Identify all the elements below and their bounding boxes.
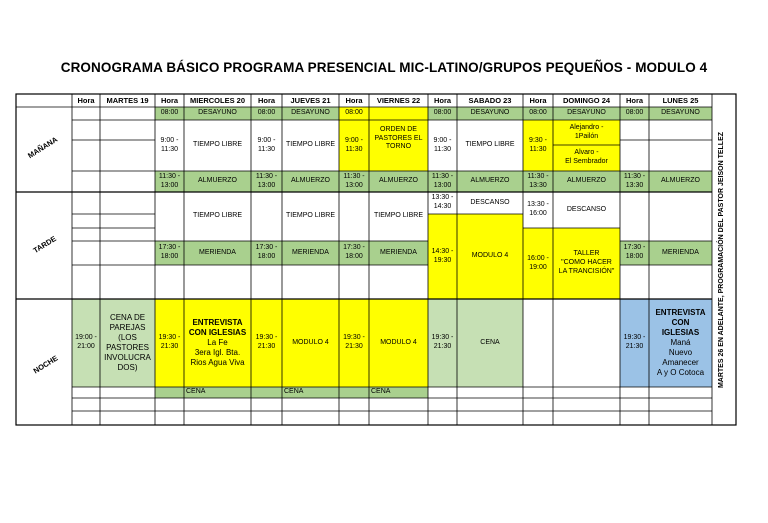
page-title: CRONOGRAMA BÁSICO PROGRAMA PRESENCIAL MIC-LATINO/GRUPOS PEQUEÑOS - MODULO 4 — [60, 60, 708, 75]
activity-cell: DESCANSO — [566, 205, 607, 213]
time-cell: 9:30 - 11:30 — [523, 120, 553, 171]
activity-cell: TIEMPO LIBRE — [285, 141, 335, 149]
taller-cell: TALLER "COMO HACER LA TRANCISIÓN" — [553, 228, 620, 299]
header-hora-2: Hora — [160, 95, 179, 105]
activity-cell: ALMUERZO — [649, 171, 712, 192]
activity-cell: DESAYUNO — [649, 107, 712, 120]
time-cell: 08:00 — [523, 107, 553, 120]
header-viernes: VIERNES 22 — [376, 95, 421, 105]
modulo4-cell: MODULO 4 — [369, 299, 428, 387]
section-label-night: NOCHE — [31, 353, 60, 376]
time-cell: 08:00 — [155, 107, 184, 120]
modulo4-cell: MODULO 4 — [457, 214, 523, 299]
activity-cell: MERIENDA — [184, 241, 251, 265]
entrevista-lunes-detail: Maná Nuevo Amanecer A y O Cotoca — [656, 338, 705, 377]
activity-cell: DESAYUNO — [553, 107, 620, 120]
section-label-afternoon: TARDE — [31, 233, 58, 256]
time-cell: 17:30 - 18:00 — [620, 241, 649, 265]
time-cell: 11:30 - 13:00 — [339, 171, 369, 192]
activity-cell: TIEMPO LIBRE — [192, 212, 242, 220]
time-cell: 11:30 - 13:30 — [523, 171, 553, 192]
header-domingo: DOMINGO 24 — [562, 95, 611, 105]
time-cell: 08:00 — [251, 107, 282, 120]
alejandro-cell: Alejandro - 1Pailón — [553, 120, 620, 145]
activity-cell: ALMUERZO — [282, 171, 339, 192]
time-cell: 11:30 - 13:00 — [428, 171, 457, 192]
time-cell: 08:00 — [620, 107, 649, 120]
cena-strip: CENA — [369, 387, 428, 398]
entrevista-detail: La Fe 3era Igl. Bta. Rios Agua Viva — [190, 338, 245, 367]
header-miercoles: MIERCOLES 20 — [189, 95, 245, 105]
side-note: MARTES 26 EN ADELANTE, PROGRAMACIÓN DEL PASTOR JEISON TELLEZ — [718, 131, 725, 389]
activity-cell: ALMUERZO — [369, 171, 428, 192]
time-cell: 9:00 - 11:30 — [339, 120, 369, 171]
time-cell: 08:00 — [339, 107, 369, 120]
time-cell: 9:00 - 11:30 — [433, 136, 452, 153]
header-sabado: SABADO 23 — [468, 95, 512, 105]
header-hora-1: Hora — [77, 95, 95, 105]
activity-cell: TIEMPO LIBRE — [373, 212, 423, 220]
cena-cell: CENA — [457, 299, 523, 387]
time-cell: 19:30 - 21:30 — [428, 299, 457, 387]
time-cell: 19:30 - 21:30 — [251, 299, 282, 387]
time-cell: 11:30 - 13:30 — [620, 171, 649, 192]
cena-strip: CENA — [282, 387, 339, 398]
alvaro-cell: Alvaro - El Sembrador — [553, 145, 620, 171]
time-cell: 17:30 - 18:00 — [251, 241, 282, 265]
activity-cell: DESAYUNO — [282, 107, 339, 120]
activity-cell: TIEMPO LIBRE — [465, 141, 515, 149]
header-hora-4: Hora — [345, 95, 363, 105]
time-cell: 9:00 - 11:30 — [257, 136, 276, 153]
header-hora-6: Hora — [529, 95, 547, 105]
header-jueves: JUEVES 21 — [290, 95, 331, 105]
header-martes: MARTES 19 — [106, 95, 149, 105]
time-cell: 19:30 - 21:30 — [155, 299, 184, 387]
activity-cell: ALMUERZO — [457, 171, 523, 192]
activity-cell: MERIENDA — [282, 241, 339, 265]
time-cell: 11:30 - 13:00 — [251, 171, 282, 192]
time-cell: 13:30 - 14:30 — [431, 194, 454, 210]
header-lunes: LUNES 25 — [662, 95, 699, 105]
activity-cell: MERIENDA — [369, 241, 428, 265]
header-hora-5: Hora — [433, 95, 452, 105]
time-cell: 11:30 - 13:00 — [155, 171, 184, 192]
time-cell: 08:00 — [428, 107, 457, 120]
time-cell: 19:30 - 21:30 — [339, 299, 369, 387]
time-cell: 13:30 - 16:00 — [527, 201, 549, 217]
entrevista-lunes-title: ENTREVISTA CON IGLESIAS — [655, 308, 706, 337]
time-cell: 17:30 - 18:00 — [155, 241, 184, 265]
activity-cell: TIEMPO LIBRE — [285, 212, 335, 220]
time-cell: 9:00 - 11:30 — [160, 136, 179, 153]
activity-cell: DESAYUNO — [457, 107, 523, 120]
activity-cell: ALMUERZO — [553, 171, 620, 192]
activity-cell: DESAYUNO — [184, 107, 251, 120]
header-hora-3: Hora — [257, 95, 276, 105]
activity-cell: DESCANSO — [470, 198, 510, 206]
activity-cell: TIEMPO LIBRE — [192, 141, 242, 149]
section-label-morning: MAÑANA — [26, 134, 60, 161]
time-cell: 16:00 - 19:00 — [523, 228, 553, 299]
header-hora-7: Hora — [625, 95, 644, 105]
time-cell: 19:30 - 21:30 — [620, 299, 649, 387]
time-cell: 17:30 - 18:00 — [339, 241, 369, 265]
time-cell: 19:00 - 21:00 — [72, 299, 100, 387]
modulo4-cell: MODULO 4 — [282, 299, 339, 387]
entrevista-title: ENTREVISTA CON IGLESIAS — [188, 318, 247, 337]
cena-parejas-cell: CENA DE PAREJAS (LOS PASTORES INVOLUCRA DOS) — [100, 299, 155, 387]
cena-strip: CENA — [184, 387, 251, 398]
orden-pastores-cell: ORDEN DE PASTORES EL TORNO — [369, 107, 428, 171]
time-cell: 14:30 - 19:30 — [428, 214, 457, 299]
activity-cell: ALMUERZO — [184, 171, 251, 192]
activity-cell: MERIENDA — [649, 241, 712, 265]
